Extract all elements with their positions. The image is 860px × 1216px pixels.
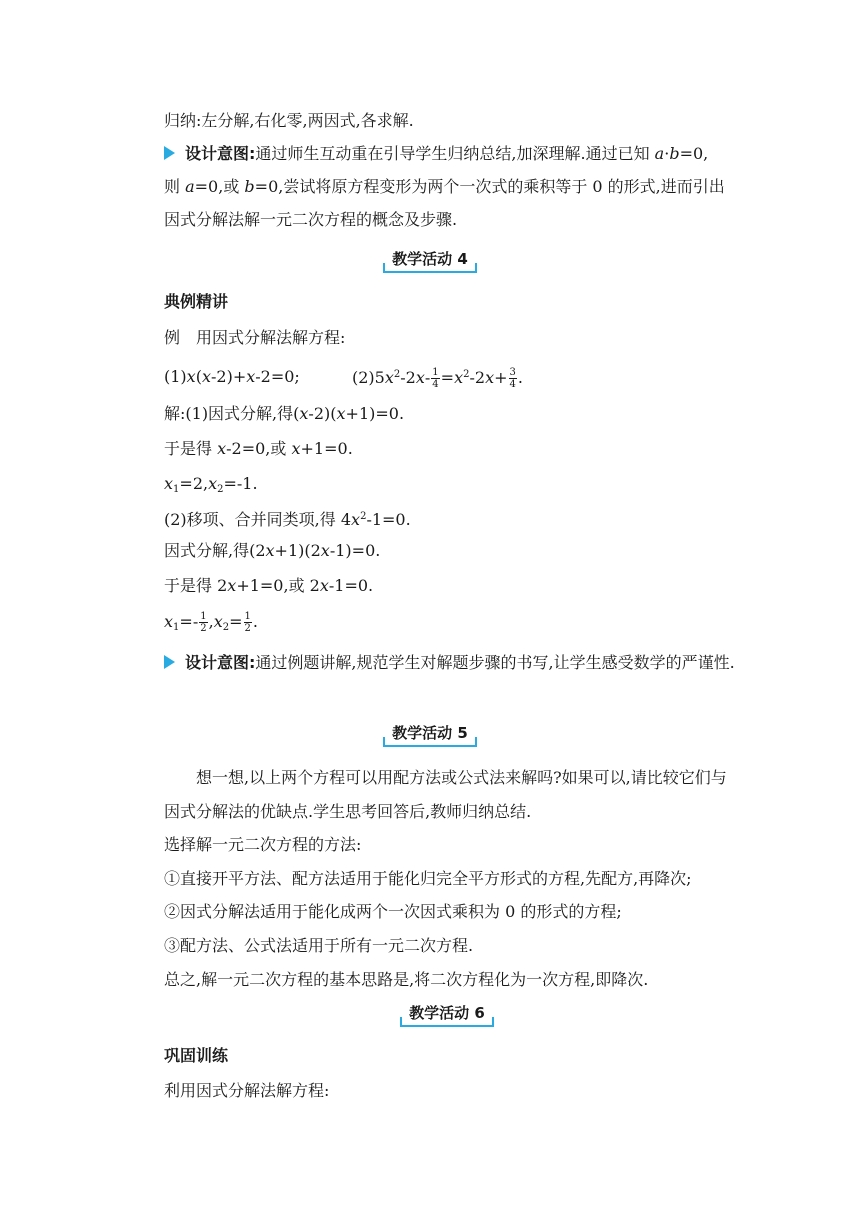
- activity-5-paragraph-2: 选择解一元二次方程的方法:: [164, 835, 362, 854]
- solution-step-5: 因式分解,得(2x+1)(2x-1)=0.: [164, 541, 381, 560]
- solution-step-7: $x_1=-$ $\frac{1}{2}$ $,x_2=$ $\frac{1}{2}$ .: [164, 611, 258, 634]
- triangle-marker-icon: [164, 655, 175, 669]
- solution-step-2: 于是得 x-2=0,或 x+1=0.: [164, 439, 353, 458]
- method-item-3: ③配方法、公式法适用于所有一元二次方程.: [164, 936, 474, 955]
- activity-5-summary: 总之,解一元二次方程的基本思路是,将二次方程化为一次方程,即降次.: [164, 970, 649, 989]
- method-item-1: ①直接开平方法、配方法适用于能化归完全平方形式的方程,先配方,再降次;: [164, 869, 692, 888]
- activity-4-badge: 教学活动 4: [385, 247, 475, 273]
- design-intent-2: 设计意图:通过例题讲解,规范学生对解题步骤的书写,让学生感受数学的严谨性.: [164, 646, 736, 679]
- design-intent-1: 设计意图:通过师生互动重在引导学生归纳总结,加深理解.通过已知 a·b=0, 则 a=0,或 b=0,尝试将原方程变形为两个一次式的乘积等于 0 的形式,进而引出因式分解法解一元二次方程的概念及步骤.: [164, 144, 725, 229]
- design-intent-label: 设计意图:: [185, 144, 256, 163]
- solution-step-1: 解:(1)因式分解,得(x-2)(x+1)=0.: [164, 404, 405, 423]
- solution-step-3: $x_1=2,x_2=-1$.: [164, 474, 258, 495]
- section-title-examples: 典例精讲: [164, 292, 229, 311]
- practice-intro: 利用因式分解法解方程:: [164, 1081, 330, 1100]
- triangle-marker-icon: [164, 146, 175, 160]
- solution-step-6: 于是得 2x+1=0,或 2x-1=0.: [164, 576, 374, 595]
- activity-6-badge: 教学活动 6: [402, 1001, 492, 1027]
- intro-summary: 归纳:左分解,右化零,两因式,各求解.: [164, 111, 414, 130]
- section-title-practice: 巩固训练: [164, 1046, 229, 1065]
- solution-step-4: (2)移项、合并同类项,得 $4x^2-1=0$.: [164, 510, 411, 529]
- example-intro: 例 用因式分解法解方程:: [164, 328, 346, 347]
- activity-5-badge: 教学活动 5: [385, 721, 475, 747]
- activity-5-paragraph-1: 想一想,以上两个方程可以用配方法或公式法来解吗?如果可以,请比较它们与因式分解法的优缺点.学生思考回答后,教师归纳总结.: [164, 768, 727, 821]
- equation-2: $(2)5x^2-2x-$ $\frac{1}{4}$ $=x^2-2x+$ $\frac{3}{4}$ .: [352, 367, 523, 390]
- equation-1: (1)x(x-2)+x-2=0;: [164, 367, 300, 386]
- method-item-2: ②因式分解法适用于能化成两个一次因式乘积为 0 的形式的方程;: [164, 902, 622, 921]
